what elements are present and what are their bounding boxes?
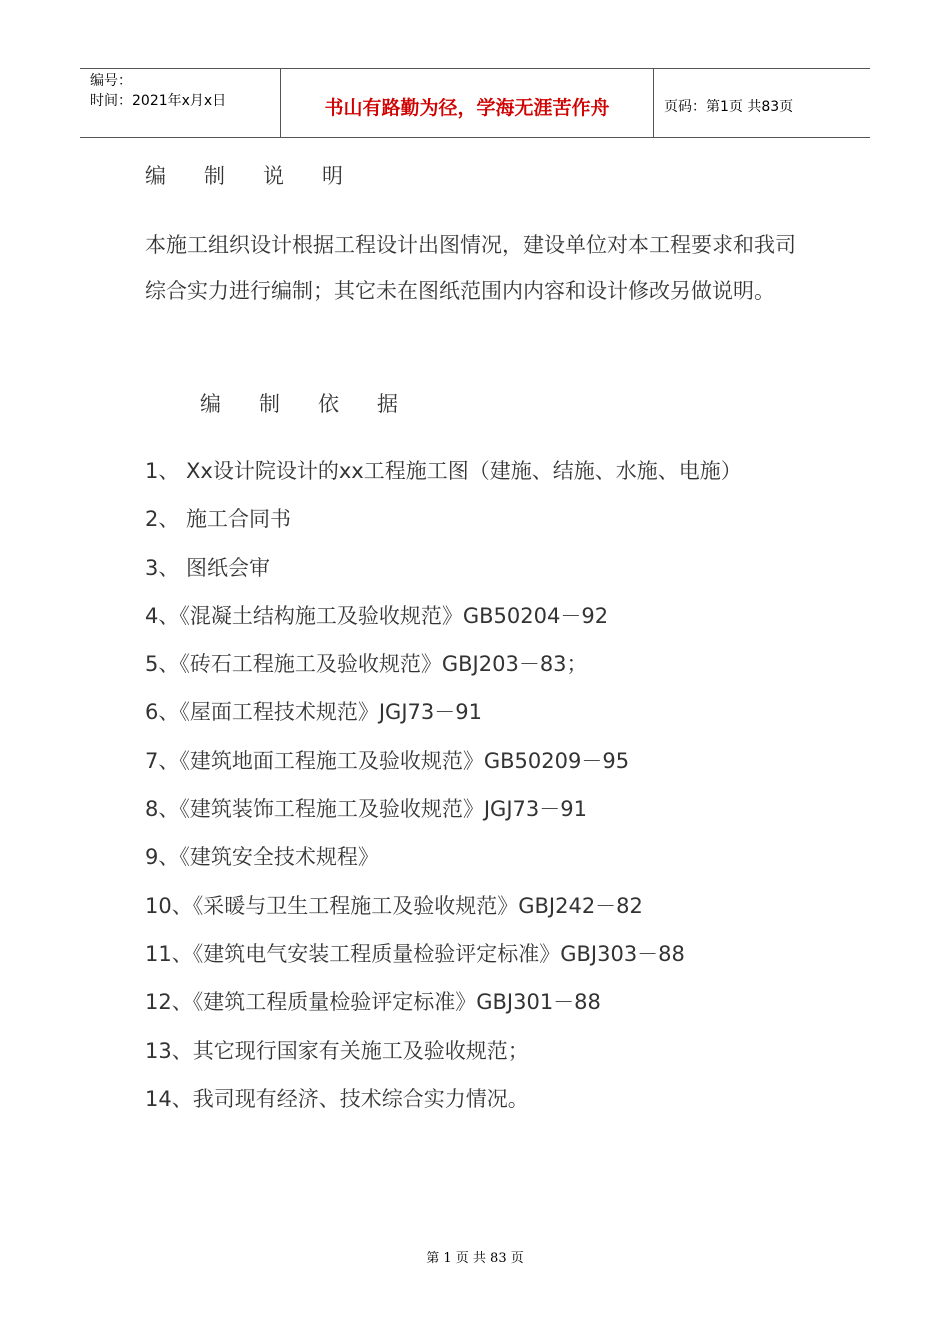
document-number-label: 编号： (90, 73, 132, 89)
list-item: 5、《砖石工程施工及验收规范》GBJ203－83； (145, 652, 588, 677)
document-header (80, 68, 870, 138)
list-item: 4、《混凝土结构施工及验收规范》GB50204－92 (145, 603, 609, 628)
basis-list (145, 455, 742, 1131)
header-meta (80, 69, 281, 137)
description-paragraph: 本施工组织设计根据工程设计出图情况，建设单位对本工程要求和我司综合实力进行编制；其它未在图纸范围内内容和设计修改另做说明。 (145, 233, 796, 303)
page-footer: 第 1 页 共 83 页 (426, 1251, 524, 1266)
list-item: 2、 施工合同书 (145, 507, 292, 532)
list-item: 13、其它现行国家有关施工及验收规范； (145, 1038, 529, 1063)
list-item: 7、《建筑地面工程施工及验收规范》GB50209－95 (145, 748, 630, 773)
section-title-basis: 编制依据 (200, 392, 436, 416)
header-motto: 书山有路勤为径，学海无涯苦作舟 (281, 69, 654, 137)
list-item: 1、 Xx设计院设计的xx工程施工图（建施、结施、水施、电施） (145, 459, 742, 483)
document-date: 时间：2021年x月x日 (90, 93, 227, 109)
header-page-info: 页码：第1页 共83页 (664, 99, 794, 115)
list-item: 10、《采暖与卫生工程施工及验收规范》GBJ242－82 (145, 893, 643, 918)
list-item: 12、《建筑工程质量检验评定标准》GBJ301－88 (145, 990, 601, 1015)
list-item: 11、《建筑电气安装工程质量检验评定标准》GBJ303－88 (145, 941, 685, 966)
list-item: 9、《建筑安全技术规程》 (145, 845, 379, 870)
list-item: 6、《屋面工程技术规范》JGJ73－91 (145, 700, 482, 725)
list-item: 3、 图纸会审 (145, 555, 271, 580)
section-title-description: 编制说明 (145, 164, 381, 188)
list-item: 14、我司现有经济、技术综合实力情况。 (145, 1086, 529, 1111)
list-item: 8、《建筑装饰工程施工及验收规范》JGJ73－91 (145, 797, 587, 822)
